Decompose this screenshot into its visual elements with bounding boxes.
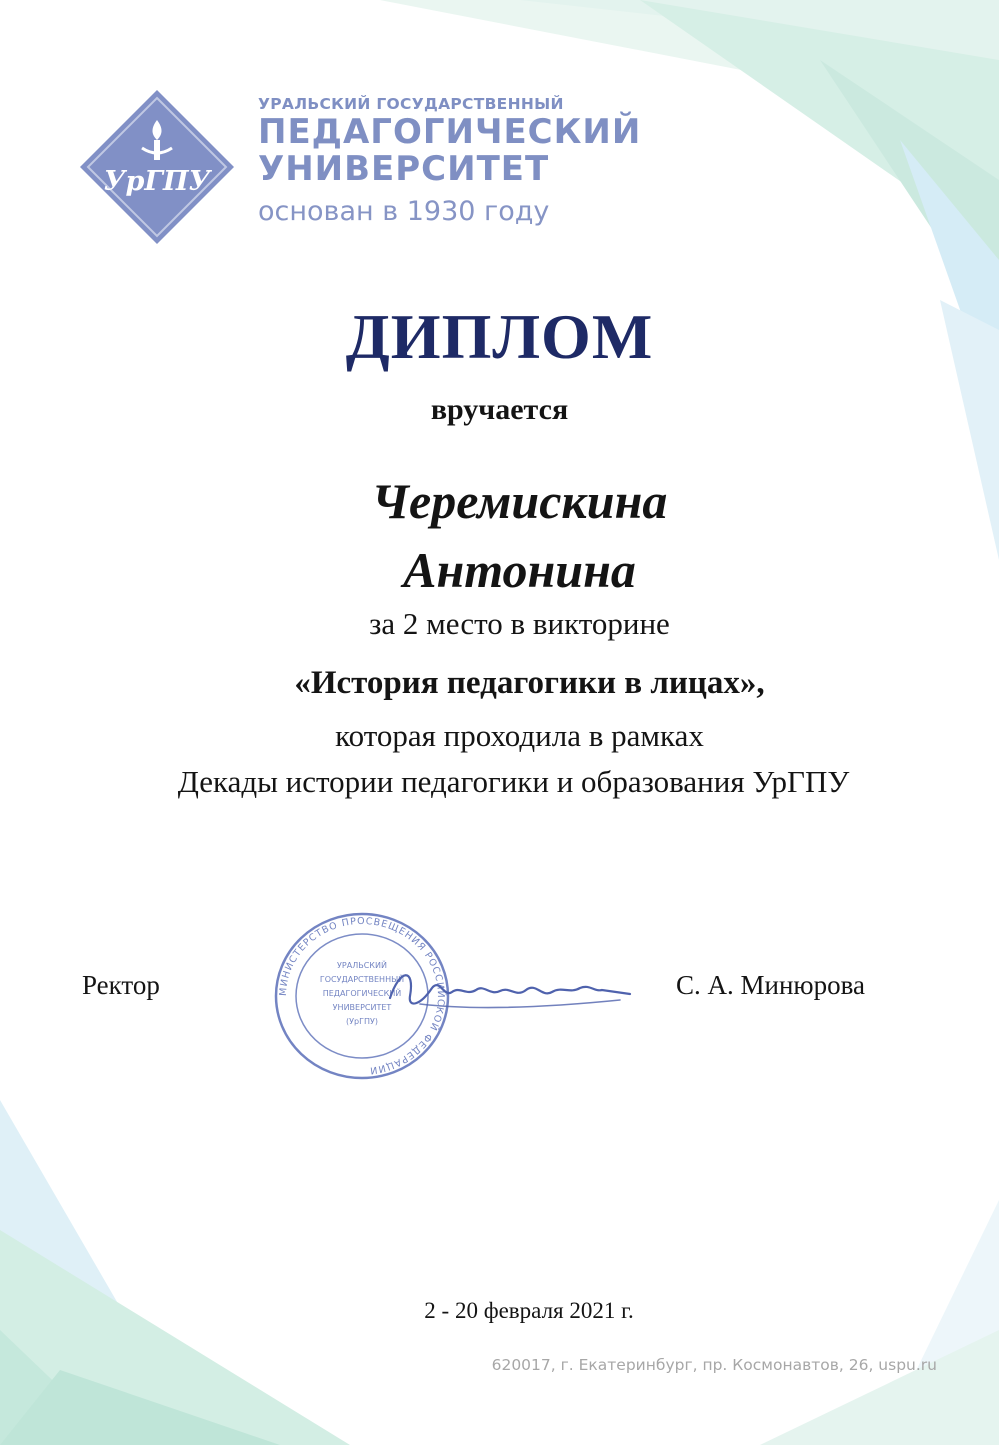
- quiz-name: «История педагогики в лицах»,: [294, 665, 765, 701]
- emblem-text: УрГПУ: [103, 166, 211, 197]
- university-emblem-icon: [78, 88, 236, 246]
- diploma-title: ДИПЛОМ: [345, 301, 654, 372]
- university-address: 620017, г. Екатеринбург, пр. Космонавтов, 26, uspu.ru: [491, 1356, 937, 1374]
- place-text: за 2 место в викторине: [369, 606, 670, 641]
- seal-center-line: ГОСУДАРСТВЕННЫЙ: [319, 975, 405, 984]
- seal-center-line: УНИВЕРСИТЕТ: [332, 1003, 392, 1012]
- rector-label: Ректор: [82, 970, 160, 1000]
- logo-line-2: ПЕДАГОГИЧЕСКИЙ: [258, 112, 642, 152]
- recipient-first-name: Антонина: [403, 542, 636, 598]
- seal-ring-text: МИНИСТЕРСТВО ПРОСВЕЩЕНИЯ РОССИЙСКОЙ ФЕДЕРАЦИИ: [277, 915, 447, 1076]
- seal-center-line: (УрГПУ): [346, 1017, 378, 1026]
- recipient-surname: Черемискина: [371, 473, 668, 529]
- within-text: которая проходила в рамках: [335, 718, 704, 753]
- logo-line-1: УРАЛЬСКИЙ ГОСУДАРСТВЕННЫЙ: [258, 95, 564, 113]
- awarded-text: вручается: [430, 393, 569, 426]
- seal-center-line: УРАЛЬСКИЙ: [337, 961, 387, 970]
- rector-signature: [380, 958, 640, 1028]
- decade-text: Декады истории педагогики и образования УрГПУ: [177, 764, 850, 799]
- logo-founded-line: основан в 1930 году: [258, 196, 550, 227]
- seal-center-line: ПЕДАГОГИЧЕСКИЙ: [322, 989, 402, 998]
- event-dates: 2 - 20 февраля 2021 г.: [424, 1298, 634, 1323]
- logo-line-3: УНИВЕРСИТЕТ: [258, 149, 550, 189]
- rector-name: С. А. Минюрова: [676, 970, 865, 1000]
